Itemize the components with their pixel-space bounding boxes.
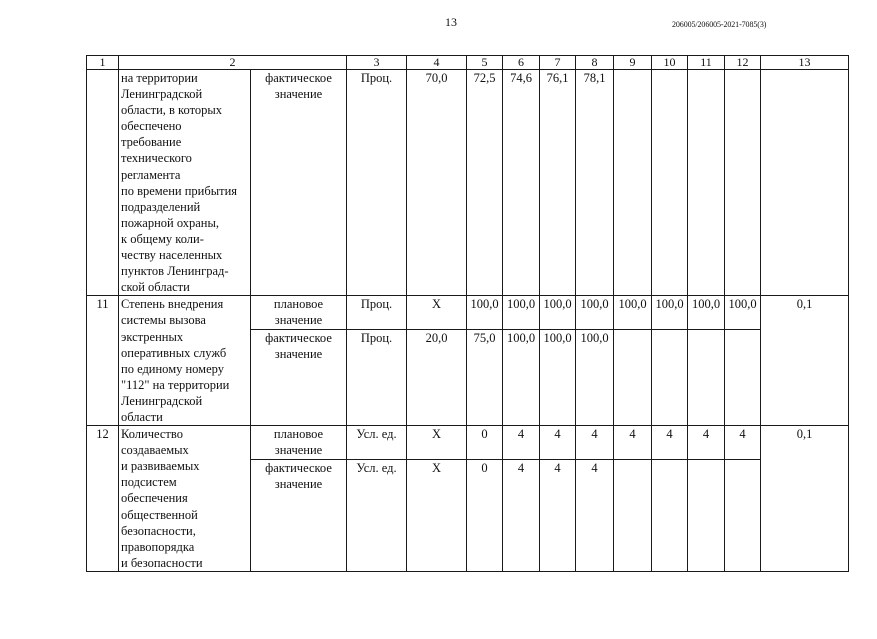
value-cell: 4 xyxy=(652,426,688,460)
unit-cell: Проц. xyxy=(347,330,407,426)
value-cell: 4 xyxy=(576,459,614,571)
indicator-table xyxy=(86,55,849,572)
table-row xyxy=(87,296,849,330)
base-value-cell: 20,0 xyxy=(407,330,467,426)
value-cell: 0 xyxy=(467,426,503,460)
value-cell xyxy=(614,70,652,296)
column-header: 1 xyxy=(87,56,119,70)
value-cell: 100,0 xyxy=(467,296,503,330)
unit-cell: Проц. xyxy=(347,296,407,330)
value-cell: 100,0 xyxy=(540,330,576,426)
column-header: 10 xyxy=(652,56,688,70)
unit-cell: Усл. ед. xyxy=(347,426,407,460)
base-value-cell: 70,0 xyxy=(407,70,467,296)
value-kind: плановое значение xyxy=(251,426,347,460)
value-cell: 100,0 xyxy=(725,296,761,330)
value-cell xyxy=(688,70,725,296)
column-header: 11 xyxy=(688,56,725,70)
value-cell: 4 xyxy=(576,426,614,460)
column-header: 12 xyxy=(725,56,761,70)
value-cell xyxy=(725,330,761,426)
column-header: 6 xyxy=(503,56,540,70)
row-number: 12 xyxy=(87,426,119,572)
base-value-cell: Х xyxy=(407,426,467,460)
value-cell: 100,0 xyxy=(688,296,725,330)
value-cell xyxy=(725,459,761,571)
value-cell: 4 xyxy=(540,426,576,460)
value-cell: 100,0 xyxy=(652,296,688,330)
value-cell: 100,0 xyxy=(576,296,614,330)
value-cell: 76,1 xyxy=(540,70,576,296)
base-value-cell: Х xyxy=(407,296,467,330)
unit-cell: Усл. ед. xyxy=(347,459,407,571)
value-cell: 4 xyxy=(503,459,540,571)
value-cell: 100,0 xyxy=(576,330,614,426)
column-header: 9 xyxy=(614,56,652,70)
value-kind: фактическое значение xyxy=(251,459,347,571)
weight-cell: 0,1 xyxy=(761,296,849,426)
value-cell: 74,6 xyxy=(503,70,540,296)
value-cell: 4 xyxy=(540,459,576,571)
column-header: 7 xyxy=(540,56,576,70)
base-value-cell: Х xyxy=(407,459,467,571)
value-cell xyxy=(652,70,688,296)
indicator-description: Степень внедрения системы вызова экстренных оперативных служб по единому номеру "112" на территории Ленинградской области xyxy=(119,296,251,426)
indicator-description: Количество создаваемых и развиваемых подсистем обеспечения общественной безопасности, правопорядка и безопасности xyxy=(119,426,251,572)
unit-cell: Проц. xyxy=(347,70,407,296)
value-cell xyxy=(614,330,652,426)
column-header: 5 xyxy=(467,56,503,70)
weight-cell: 0,1 xyxy=(761,426,849,572)
value-cell: 78,1 xyxy=(576,70,614,296)
indicator-description: на территории Ленинградской области, в которых обеспечено требование технического регламента по времени прибытия подразделений пожарной охраны, к общему коли- честву населенных пунктов Ленинград- ской области xyxy=(119,70,251,296)
value-cell xyxy=(688,330,725,426)
value-kind: фактическое значение xyxy=(251,330,347,426)
value-cell xyxy=(614,459,652,571)
value-cell: 72,5 xyxy=(467,70,503,296)
value-cell: 100,0 xyxy=(503,330,540,426)
column-header: 2 xyxy=(119,56,347,70)
document-code: 206005/206005-2021-7085(3) xyxy=(672,20,767,29)
value-cell: 100,0 xyxy=(503,296,540,330)
value-cell: 4 xyxy=(503,426,540,460)
column-number-row xyxy=(87,56,849,70)
value-cell xyxy=(688,459,725,571)
column-header: 13 xyxy=(761,56,849,70)
table-row xyxy=(87,70,849,296)
value-cell: 4 xyxy=(688,426,725,460)
weight-cell xyxy=(761,70,849,296)
value-cell xyxy=(652,330,688,426)
value-cell: 0 xyxy=(467,459,503,571)
row-number: 11 xyxy=(87,296,119,426)
value-cell: 4 xyxy=(614,426,652,460)
value-kind: плановое значение xyxy=(251,296,347,330)
value-cell xyxy=(725,70,761,296)
table-row xyxy=(87,426,849,460)
value-cell: 100,0 xyxy=(540,296,576,330)
value-cell: 75,0 xyxy=(467,330,503,426)
value-cell: 100,0 xyxy=(614,296,652,330)
page-number: 13 xyxy=(445,15,457,29)
value-kind: фактическое значение xyxy=(251,70,347,296)
column-header: 4 xyxy=(407,56,467,70)
value-cell xyxy=(652,459,688,571)
row-number xyxy=(87,70,119,296)
value-cell: 4 xyxy=(725,426,761,460)
column-header: 3 xyxy=(347,56,407,70)
column-header: 8 xyxy=(576,56,614,70)
